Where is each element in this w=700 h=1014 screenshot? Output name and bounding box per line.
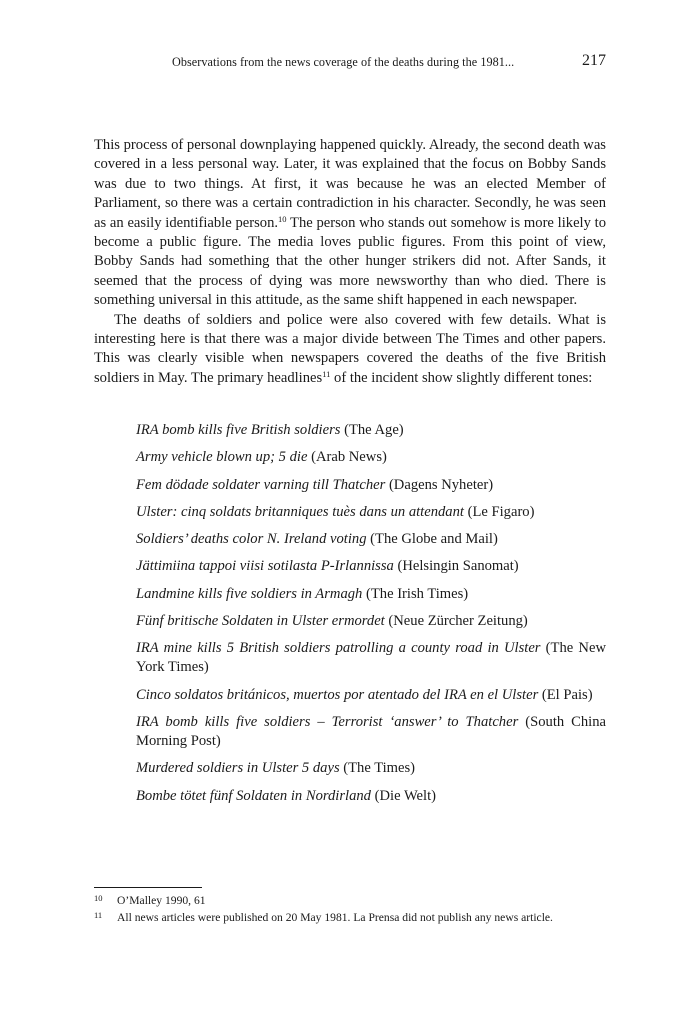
headline-item bbox=[136, 557, 606, 576]
running-title: Observations from the news coverage of the deaths during the 1981... bbox=[172, 55, 515, 69]
headline-item bbox=[136, 530, 606, 549]
footnote-ref-10: 10 bbox=[278, 213, 287, 224]
headline-source: (El Pais) bbox=[538, 686, 593, 703]
headline-item bbox=[136, 448, 606, 467]
running-head bbox=[94, 52, 606, 74]
headline-text: Fem dödade soldater varning till Thatcher bbox=[136, 476, 386, 493]
headline-item bbox=[136, 713, 606, 751]
headline-item bbox=[136, 421, 606, 440]
headline-source: (The Globe and Mail) bbox=[366, 531, 498, 548]
headline-source: (Arab News) bbox=[307, 449, 387, 466]
headline-source: (Helsingin Sanomat) bbox=[393, 558, 519, 575]
headline-text: Jättimiina tappoi viisi sotilasta P-Irlannissa bbox=[136, 558, 394, 575]
headline-text: IRA bomb kills five British soldiers bbox=[136, 422, 341, 438]
headline-list bbox=[136, 421, 606, 814]
headline-text: Fünf britische Soldaten in Ulster ermordet bbox=[136, 613, 385, 630]
headline-source: (The Times) bbox=[339, 760, 416, 777]
paragraph-1-text-a: This process of personal downplaying happened quickly. Already, the second death was covered in a less personal way. Later, it was explained that the focus on Bobby Sands was due to two things. At first, it was because he was an elected Member of Parliament, so there was a certain contradiction in his character. Secondly, he was seen as an easily identifiable person. bbox=[94, 137, 606, 231]
footnote-ref-11: 11 bbox=[322, 368, 331, 379]
headline-source: (The New York Times) bbox=[136, 640, 606, 676]
page-number: 217 bbox=[582, 52, 606, 69]
headline-text: Army vehicle blown up; 5 die bbox=[136, 449, 308, 466]
paragraph-2-text-b: of the incident show slightly different tones: bbox=[330, 369, 593, 386]
paragraph-1 bbox=[94, 136, 606, 311]
paragraph-2 bbox=[94, 311, 606, 389]
headline-source: (The Age) bbox=[340, 422, 404, 438]
headline-source: (The Irish Times) bbox=[362, 585, 469, 602]
footnote-number: 10 bbox=[94, 893, 103, 903]
headline-source: (Die Welt) bbox=[370, 787, 437, 804]
footnote-number: 11 bbox=[94, 910, 103, 920]
headline-item bbox=[136, 759, 606, 778]
footnote-11 bbox=[94, 909, 606, 926]
footnote-text: All news articles were published on 20 May 1981. La Prensa did not publish any news article. bbox=[117, 911, 553, 924]
headline-text: Cinco soldatos británicos, muertos por atentado del IRA en el Ulster bbox=[136, 686, 539, 703]
footnote-text: O’Malley 1990, 61 bbox=[117, 894, 206, 907]
headline-item bbox=[136, 503, 606, 522]
headline-text: Landmine kills five soldiers in Armagh bbox=[136, 585, 363, 602]
footnote-10 bbox=[94, 892, 606, 909]
headline-source: (Le Figaro) bbox=[463, 503, 535, 520]
headline-source: (Dagens Nyheter) bbox=[385, 476, 494, 493]
headline-text: Bombe tötet fünf Soldaten in Nordirland bbox=[136, 787, 371, 804]
headline-item bbox=[136, 612, 606, 631]
headline-item bbox=[136, 787, 606, 806]
headline-source: (Neue Zürcher Zeitung) bbox=[384, 613, 528, 630]
headline-item bbox=[136, 639, 606, 677]
footnotes bbox=[94, 892, 606, 926]
headline-item bbox=[136, 686, 606, 705]
headline-text: Ulster: cinq soldats britanniques tuès dans un attendant bbox=[136, 503, 464, 520]
paragraph-2-text-a: The deaths of soldiers and police were also covered with few details. What is interesting here is that there was a major divide between The Times and other papers. This was clearly visible when newspapers covered the deaths of the five British soldiers in May. The primary headlines bbox=[94, 311, 606, 386]
body-text bbox=[94, 136, 606, 388]
headline-item bbox=[136, 476, 606, 495]
headline-text: IRA bomb kills five soldiers – Terrorist ‘answer’ to Thatcher bbox=[136, 713, 519, 730]
headline-text: IRA mine kills 5 British soldiers patrolling a county road in Ulster bbox=[136, 640, 541, 657]
headline-text: Soldiers’ deaths color N. Ireland voting bbox=[136, 531, 367, 548]
headline-item bbox=[136, 585, 606, 604]
headline-text: Murdered soldiers in Ulster 5 days bbox=[136, 760, 340, 777]
footnote-divider bbox=[94, 887, 202, 888]
headline-source: (South China Morning Post) bbox=[136, 713, 607, 749]
paragraph-1-text-b: The person who stands out somehow is more likely to become a public figure. The media loves public figures. From this point of view, Bobby Sands had something that the other hunger strikers did not. After Sands, it seemed that the process of dying was more newsworthy than who died. There is something universal in this attitude, as the same shift happened in each newspaper. bbox=[94, 214, 607, 309]
